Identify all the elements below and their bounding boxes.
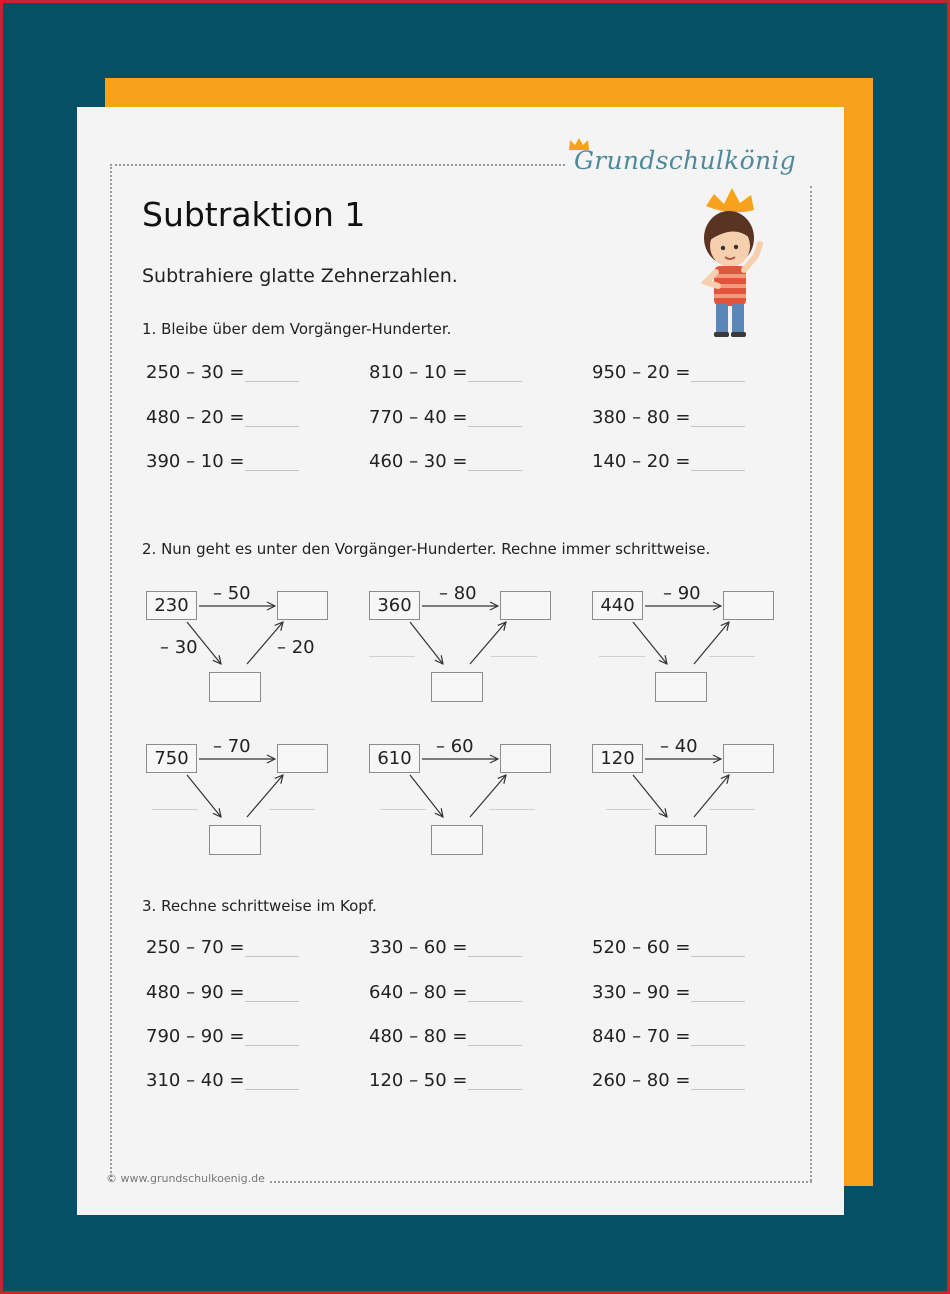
result-box[interactable] xyxy=(723,591,774,620)
page-subtitle: Subtrahiere glatte Zehnerzahlen. xyxy=(142,265,458,287)
total-step: – 70 xyxy=(213,736,251,757)
answer-blank[interactable] xyxy=(468,1089,522,1090)
s1-problem: 250 – 30 = xyxy=(146,362,245,383)
s3-problem: 480 – 90 = xyxy=(146,982,245,1003)
s3-problem: 120 – 50 = xyxy=(369,1070,468,1091)
total-step: – 40 xyxy=(660,736,698,757)
s1-problem: 810 – 10 = xyxy=(369,362,468,383)
s3-problem: 520 – 60 = xyxy=(592,937,691,958)
step-2-blank[interactable] xyxy=(491,656,537,657)
answer-blank[interactable] xyxy=(245,1001,299,1002)
answer-blank[interactable] xyxy=(245,956,299,957)
s3-problem: 840 – 70 = xyxy=(592,1026,691,1047)
step-1-blank[interactable] xyxy=(606,809,652,810)
s1-problem: 950 – 20 = xyxy=(592,362,691,383)
intermediate-box[interactable] xyxy=(209,825,261,855)
s1-problem: 770 – 40 = xyxy=(369,407,468,428)
step-1-blank[interactable] xyxy=(369,656,415,657)
s3-problem: 250 – 70 = xyxy=(146,937,245,958)
brand-logo: Grundschulkönig xyxy=(574,146,796,175)
start-box: 120 xyxy=(592,744,643,773)
intermediate-box[interactable] xyxy=(655,672,707,702)
answer-blank[interactable] xyxy=(468,956,522,957)
answer-blank[interactable] xyxy=(468,1001,522,1002)
step-1-blank[interactable] xyxy=(152,809,198,810)
s1-problem: 390 – 10 = xyxy=(146,451,245,472)
start-box: 610 xyxy=(369,744,420,773)
answer-blank[interactable] xyxy=(468,1045,522,1046)
page-title: Subtraktion 1 xyxy=(142,195,366,234)
step-2: – 20 xyxy=(277,637,315,658)
start-box: 750 xyxy=(146,744,197,773)
step-2-blank[interactable] xyxy=(489,809,535,810)
s3-problem: 330 – 60 = xyxy=(369,937,468,958)
start-box: 230 xyxy=(146,591,197,620)
total-step: – 60 xyxy=(436,736,474,757)
s1-problem: 460 – 30 = xyxy=(369,451,468,472)
answer-blank[interactable] xyxy=(691,1089,745,1090)
s1-problem: 480 – 20 = xyxy=(146,407,245,428)
step-1-blank[interactable] xyxy=(599,656,645,657)
result-box[interactable] xyxy=(277,591,328,620)
answer-blank[interactable] xyxy=(691,956,745,957)
step-2-blank[interactable] xyxy=(709,656,755,657)
step-2-blank[interactable] xyxy=(269,809,315,810)
s3-problem: 310 – 40 = xyxy=(146,1070,245,1091)
result-box[interactable] xyxy=(277,744,328,773)
intermediate-box[interactable] xyxy=(209,672,261,702)
start-box: 440 xyxy=(592,591,643,620)
start-box: 360 xyxy=(369,591,420,620)
s3-problem: 790 – 90 = xyxy=(146,1026,245,1047)
copyright-footer: © www.grundschulkoenig.de xyxy=(106,1172,265,1185)
s3-problem: 260 – 80 = xyxy=(592,1070,691,1091)
result-box[interactable] xyxy=(500,591,551,620)
s3-problem: 330 – 90 = xyxy=(592,982,691,1003)
answer-blank[interactable] xyxy=(245,1045,299,1046)
intermediate-box[interactable] xyxy=(431,825,483,855)
result-box[interactable] xyxy=(723,744,774,773)
step-2-blank[interactable] xyxy=(709,809,755,810)
s1-problem: 380 – 80 = xyxy=(592,407,691,428)
total-step: – 90 xyxy=(663,583,701,604)
total-step: – 80 xyxy=(439,583,477,604)
answer-blank[interactable] xyxy=(691,1001,745,1002)
section-2-label: 2. Nun geht es unter den Vorgänger-Hunderter. Rechne immer schrittweise. xyxy=(142,540,711,558)
s3-problem: 480 – 80 = xyxy=(369,1026,468,1047)
result-box[interactable] xyxy=(500,744,551,773)
total-step: – 50 xyxy=(213,583,251,604)
intermediate-box[interactable] xyxy=(431,672,483,702)
answer-blank[interactable] xyxy=(691,1045,745,1046)
step-1: – 30 xyxy=(160,637,198,658)
s3-problem: 640 – 80 = xyxy=(369,982,468,1003)
s1-problem: 140 – 20 = xyxy=(592,451,691,472)
section-3-label: 3. Rechne schrittweise im Kopf. xyxy=(142,897,377,915)
intermediate-box[interactable] xyxy=(655,825,707,855)
answer-blank[interactable] xyxy=(245,1089,299,1090)
section-1-label: 1. Bleibe über dem Vorgänger-Hunderter. xyxy=(142,320,452,338)
step-1-blank[interactable] xyxy=(380,809,426,810)
